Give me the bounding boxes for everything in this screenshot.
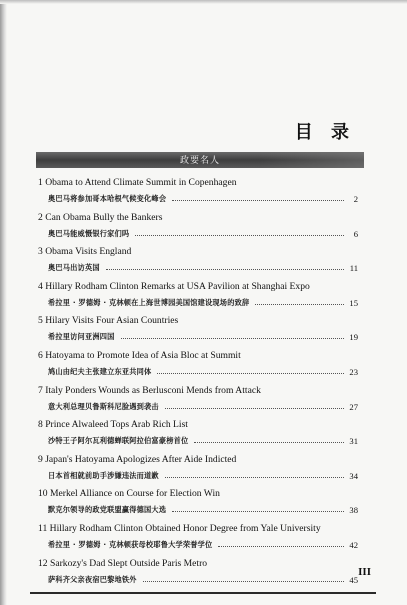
dot-leader [135,234,344,236]
toc-entry-subtitle-row [48,227,358,239]
toc-entry-subtitle-row [48,469,358,481]
toc-entry-page-number: 31 [349,436,358,447]
toc-entry-title-en: 7 Italy Ponders Wounds as Berlusconi Mends from Attack [38,384,261,396]
dot-leader [255,303,344,305]
toc-entry-page-number: 42 [349,539,358,550]
toc-entry-title-zh: 鸠山由纪夫主张建立东亚共同体 [48,366,152,376]
toc-entry[interactable] [38,385,358,420]
dot-leader [172,199,344,201]
toc-entry[interactable] [38,246,358,281]
dot-leader [194,441,344,443]
toc-entry[interactable] [38,177,358,212]
toc-entry-title-en: 2 Can Obama Bully the Bankers [38,211,163,223]
toc-entry-title-en: 11 Hillary Rodham Clinton Obtained Honor Degree from Yale University [38,522,321,534]
toc-entry-subtitle-row [48,296,358,308]
toc-entry-subtitle-row [48,503,358,515]
toc-entry-title-zh: 希拉里访问亚洲四国 [48,332,115,342]
toc-entry[interactable] [38,454,358,489]
toc-entry-subtitle-row [48,330,358,342]
toc-entry-title-zh: 沙特王子阿尔瓦利德蝉联阿拉伯富豪榜首位 [48,436,189,446]
toc-entry-page-number: 11 [349,263,358,274]
toc-entry[interactable] [38,488,358,523]
toc-entry-title-zh: 希拉里 · 罗德姆 · 克林顿在上海世博园美国馆建设现场的致辞 [48,297,250,307]
toc-entry-page-number: 2 [353,194,358,204]
toc-entry-title-zh: 奥巴马出访英国 [48,263,100,273]
toc-entry-title-en: 3 Obama Visits England [38,246,132,258]
scan-shadow-top [0,0,407,4]
dot-leader [106,268,344,270]
toc-entry-title-en: 10 Merkel Alliance on Course for Election Win [38,488,220,500]
scan-shadow-left [0,0,7,605]
toc-entry[interactable] [38,523,358,558]
page-title: 目 录 [294,122,355,143]
toc-entry-page-number: 6 [353,228,358,239]
toc-entry-title-zh: 希拉里 · 罗德姆 · 克林顿获母校耶鲁大学荣誉学位 [48,539,213,549]
toc-entry-title-zh: 萨科齐父亲夜宿巴黎地铁外 [48,574,137,584]
dot-leader [165,476,344,478]
dot-leader [143,580,344,582]
footer-rule [30,592,376,594]
dot-leader [218,545,344,547]
toc-entry-title-zh: 默克尔领导的政党联盟赢得德国大选 [48,505,167,515]
toc-entry-title-en: 6 Hatoyama to Promote Idea of Asia Bloc at Summit [38,349,241,361]
toc-entry[interactable] [38,419,358,454]
toc-entry-page-number: 34 [349,470,358,481]
table-of-contents [38,177,358,592]
toc-entry[interactable] [38,315,358,350]
toc-entry-subtitle-row [48,261,358,273]
toc-entry-title-en: 12 Sarkozy's Dad Slept Outside Paris Metro [38,557,208,569]
toc-entry-page-number: 23 [349,366,358,377]
toc-entry-page-number: 27 [349,401,358,412]
toc-entry-page-number: 19 [349,332,358,343]
toc-entry[interactable] [38,281,358,316]
folio-page-number: III [358,566,371,578]
toc-entry-title-en: 8 Prince Alwaleed Tops Arab Rich List [38,419,188,431]
toc-entry-title-zh: 奥巴马将参加哥本哈根气候变化峰会 [48,194,167,203]
dot-leader [157,372,344,374]
dot-leader [165,407,344,409]
toc-entry-title-en: 9 Japan's Hatoyama Apologizes After Aide Indicted [38,453,237,465]
toc-entry-subtitle-row [48,434,358,446]
toc-entry-title-en: 5 Hilary Visits Four Asian Countries [38,315,179,327]
toc-entry-page-number: 45 [349,574,358,585]
section-header-band [36,152,364,168]
dot-leader [172,510,344,512]
toc-entry-page-number: 15 [349,297,358,308]
toc-entry-subtitle-row [48,365,358,377]
section-label: 政要名人 [179,156,220,166]
toc-entry-subtitle-row [48,400,358,412]
toc-entry-page-number: 38 [349,505,358,516]
toc-entry-subtitle-row [48,192,358,204]
toc-entry-subtitle-row [48,538,358,550]
toc-entry-subtitle-row [48,573,358,585]
dot-leader [121,337,345,339]
toc-entry-title-en: 4 Hillary Rodham Clinton Remarks at USA Pavilion at Shanghai Expo [38,280,310,292]
toc-entry-title-zh: 日本首相就前助手涉嫌违法而道歉 [48,470,159,480]
toc-entry[interactable] [38,350,358,385]
toc-entry-title-en: 1 Obama to Attend Climate Summit in Copenhagen [38,177,237,188]
toc-entry[interactable] [38,558,358,593]
toc-entry-title-zh: 奥巴马能威慑银行家们吗 [48,228,130,238]
toc-entry[interactable] [38,212,358,247]
toc-entry-title-zh: 意大利总理贝鲁斯科尼脸遇到袭击 [48,401,159,411]
